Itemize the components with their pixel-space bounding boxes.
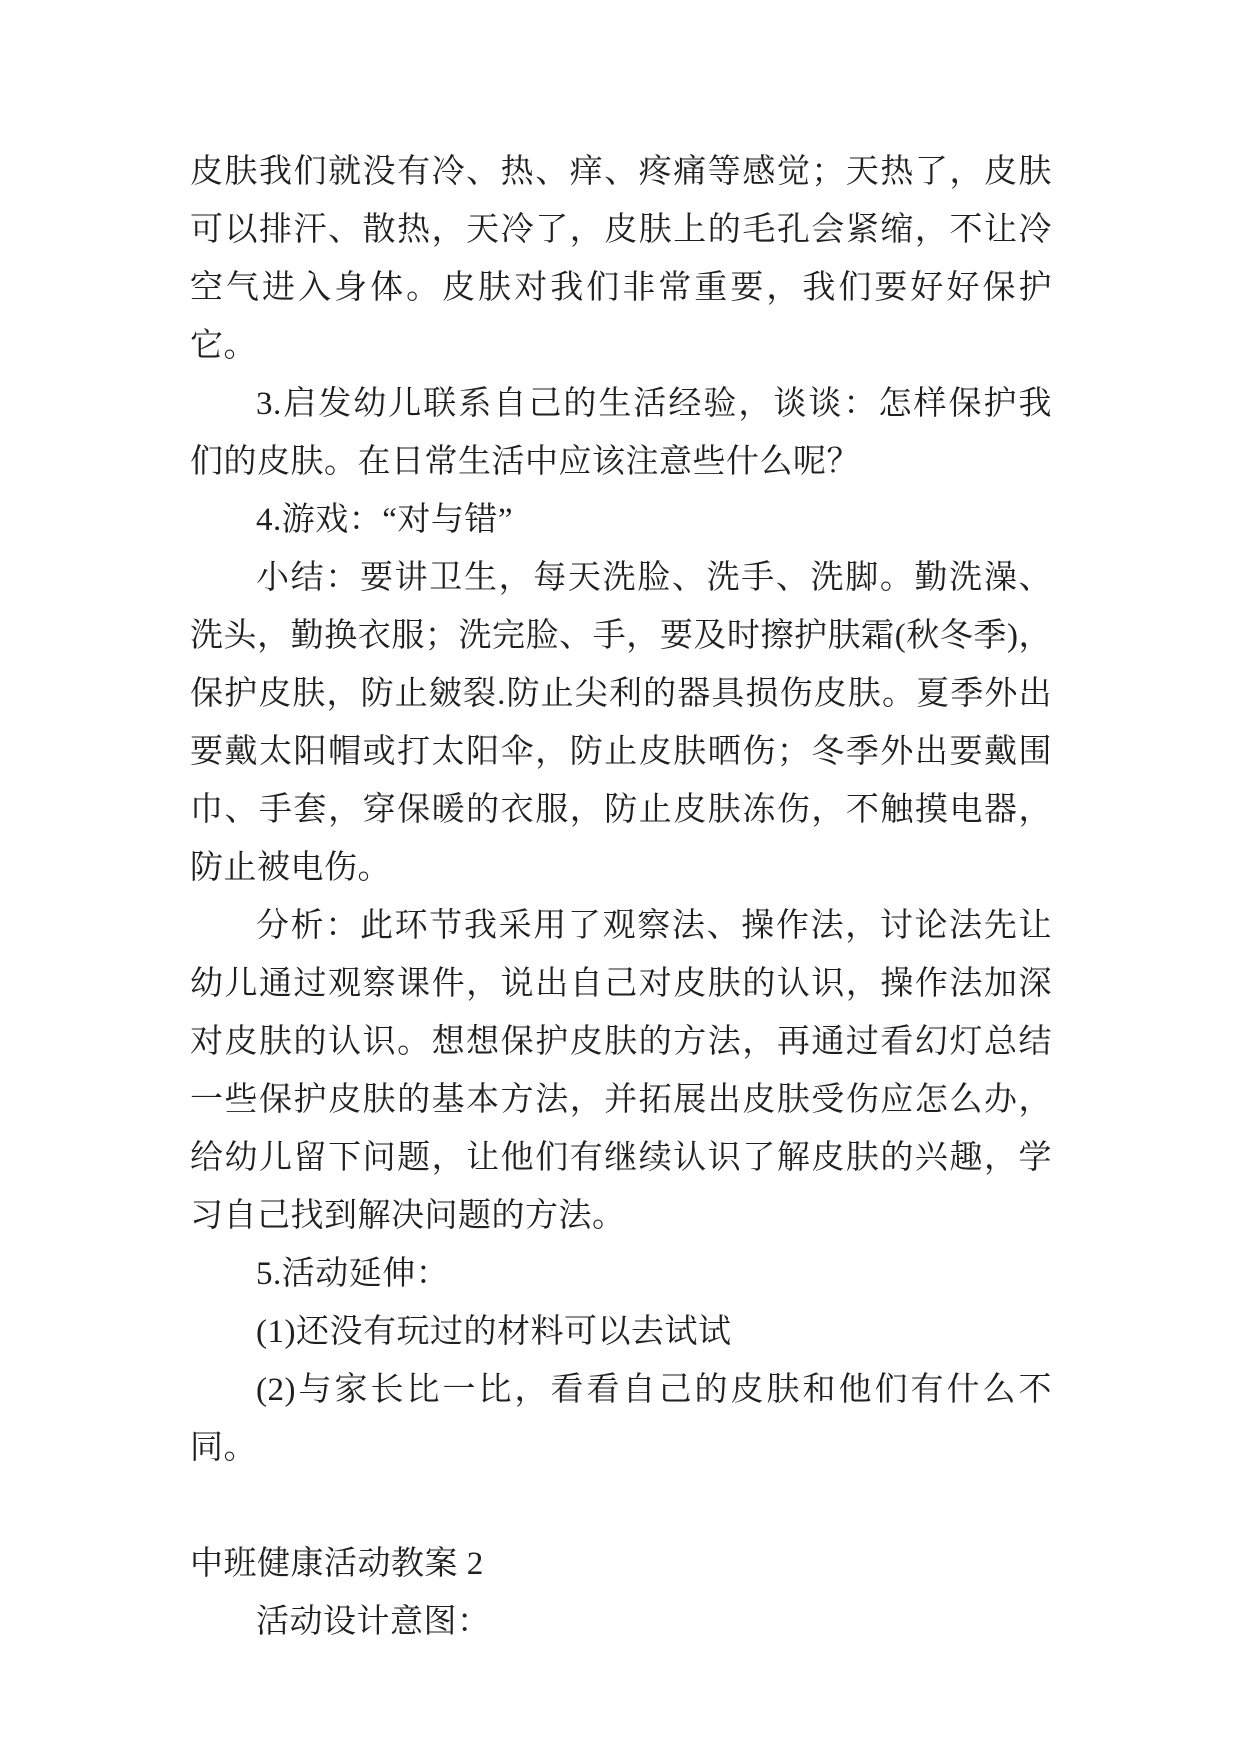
paragraph-extension-item-1: (1)还没有玩过的材料可以去试试 xyxy=(256,1314,732,1350)
paragraph-analysis: 分析：此环节我采用了观察法、操作法，讨论法先让幼儿通过观察课件，说出自己对皮肤的认识，操作法加深对皮肤的认识。想想保护皮肤的方法，再通过看幻灯总结一些保护皮肤的基本方法，并拓展出皮肤受伤应怎么办，给幼儿留下问题，让他们有继续认识了解皮肤的兴趣，学习自己找到解决问题的方法。 xyxy=(190,908,1052,1234)
paragraph-step-3: 3.启发幼儿联系自己的生活经验，谈谈：怎样保护我们的皮肤。在日常生活中应该注意些什么呢？ xyxy=(190,386,1052,480)
document-content xyxy=(190,143,1052,1651)
paragraph-extension-item-2: (2)与家长比一比，看看自己的皮肤和他们有什么不同。 xyxy=(190,1372,1052,1466)
paragraph-step-4-game: 4.游戏：“对与错” xyxy=(256,502,514,538)
paragraph-step-5-extension: 5.活动延伸： xyxy=(256,1256,450,1292)
paragraph-design-intent-label: 活动设计意图： xyxy=(256,1604,491,1640)
paragraph-summary: 小结：要讲卫生，每天洗脸、洗手、洗脚。勤洗澡、洗头，勤换衣服；洗完脸、手，要及时擦护肤霜(秋冬季)，保护皮肤，防止皴裂.防止尖利的器具损伤皮肤。夏季外出要戴太阳帽或打太阳伞，防止皮肤晒伤；冬季外出要戴围巾、手套，穿保暖的衣服，防止皮肤冻伤，不触摸电器，防止被电伤。 xyxy=(190,560,1052,886)
paragraph-skin-intro-continuation: 皮肤我们就没有冷、热、痒、疼痛等感觉；天热了，皮肤可以排汗、散热，天冷了，皮肤上的毛孔会紧缩，不让冷空气进入身体。皮肤对我们非常重要，我们要好好保护它。 xyxy=(190,154,1052,364)
section-heading-lesson-plan-2: 中班健康活动教案 2 xyxy=(190,1546,484,1582)
